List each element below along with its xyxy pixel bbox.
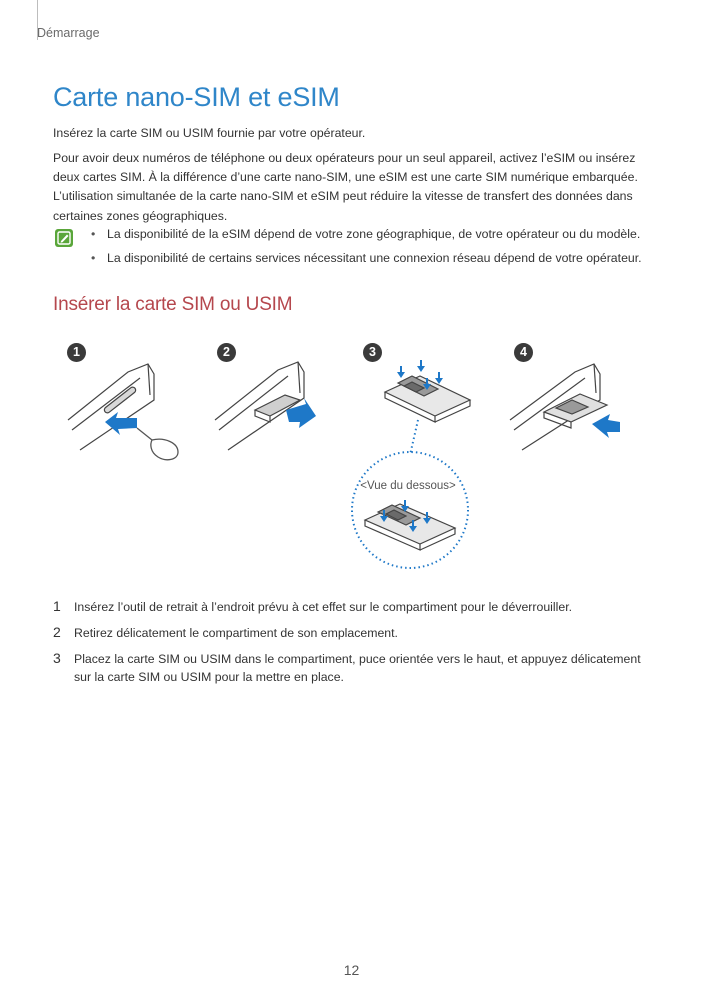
intro-paragraph-1: Insérez la carte SIM ou USIM fournie par votre opérateur. bbox=[53, 126, 366, 140]
step-item bbox=[53, 650, 653, 686]
step-item bbox=[53, 598, 653, 616]
bottom-view-label: <Vue du dessous> bbox=[360, 480, 456, 492]
phone-edge-illustration-1 bbox=[68, 364, 154, 450]
phone-edge-illustration-2 bbox=[215, 362, 304, 450]
note-item: • La disponibilité de la eSIM dépend de votre zone géographique, de votre opérateur ou du modèle. bbox=[91, 225, 642, 244]
figure-step-badge-2: 2 bbox=[217, 343, 236, 362]
section-subtitle: Insérer la carte SIM ou USIM bbox=[53, 294, 293, 315]
step-text: Insérez l’outil de retrait à l’endroit prévu à cet effet sur le compartiment pour le déverrouiller. bbox=[74, 600, 573, 614]
step-number: 3 bbox=[53, 650, 61, 666]
figure-step-badge-3: 3 bbox=[363, 343, 382, 362]
section-header: Démarrage bbox=[37, 26, 100, 40]
step-number: 2 bbox=[53, 624, 61, 640]
phone-edge-illustration-4 bbox=[510, 364, 607, 450]
insert-arrow-4 bbox=[592, 414, 620, 438]
note-item: • La disponibilité de certains services nécessitant une connexion réseau dépend de votre opérateur. bbox=[91, 249, 642, 268]
page-title: Carte nano-SIM et eSIM bbox=[53, 82, 340, 112]
step-item bbox=[53, 624, 653, 642]
ejection-tool bbox=[137, 428, 178, 460]
intro-paragraph-2: Pour avoir deux numéros de téléphone ou deux opérateurs pour un seul appareil, activez l’eSIM ou insérez deux cartes SIM. À la différence d’une carte nano-SIM, une eSIM est une carte SIM numérique embarquée. L’utilisation simultanée de la carte nano-SIM et eSIM peut réduire la vitesse de transfert des données dans certaines zones géographiques. bbox=[53, 151, 638, 223]
instruction-steps bbox=[53, 598, 653, 694]
step-text: Retirez délicatement le compartiment de son emplacement. bbox=[74, 626, 398, 640]
step-number: 1 bbox=[53, 598, 61, 614]
figure-step-badge-4: 4 bbox=[514, 343, 533, 362]
page-number: 12 bbox=[343, 962, 360, 978]
step-text: Placez la carte SIM ou USIM dans le compartiment, puce orientée vers le haut, et appuyez délicatement sur la carte SIM ou USIM pour la mettre en place. bbox=[74, 652, 641, 684]
figure-step-badge-1: 1 bbox=[67, 343, 86, 362]
